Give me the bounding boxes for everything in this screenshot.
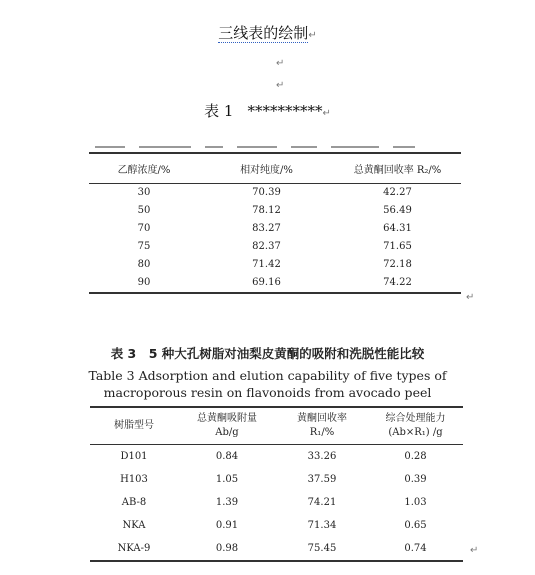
table3-cell: 1.05: [215, 474, 239, 485]
table3-cell: 0.98: [178, 537, 276, 561]
table3-cell: 33.26: [307, 451, 337, 462]
table1-cell: 90: [89, 274, 199, 293]
table3-title-en-line: Table 3 Adsorption and elution capability of five types of: [88, 368, 447, 383]
table1-cell: 56.49: [383, 205, 412, 216]
table-row: [89, 183, 461, 202]
table3-cell: 75.45: [276, 537, 368, 561]
table1-cell: 70.39: [252, 187, 281, 198]
page-heading: [0, 22, 535, 43]
header-line: R₁/%: [309, 427, 335, 438]
table1-cell: 50: [137, 205, 151, 216]
table3-cell: 1.03: [404, 497, 427, 508]
table3-cell: 71.34: [307, 520, 337, 531]
table1-title: [0, 100, 535, 121]
table1-cell: 70: [137, 223, 151, 234]
table3-cell: D101: [120, 451, 148, 462]
table-row: [90, 445, 463, 469]
table1-cell: 78.12: [252, 205, 281, 216]
table-row: [89, 220, 461, 238]
table1-header-cell: 乙醇浓度/%: [89, 153, 199, 183]
header-line: 总黄酮吸附量: [197, 413, 257, 424]
table3-cell: 37.59: [307, 474, 337, 485]
table1-cell: 75: [137, 241, 151, 252]
table1-header-cell: 相对纯度/%: [199, 153, 334, 183]
paragraph-mark-icon: ↵: [276, 58, 285, 69]
table1-cell: 74.22: [334, 274, 461, 293]
table-row: [90, 468, 463, 491]
table3-cell: 0.84: [215, 451, 239, 462]
table-row: [89, 202, 461, 220]
table-row: [90, 491, 463, 514]
table3-title-cn: 表 3 5 种大孔树脂对油梨皮黄酮的吸附和洗脱性能比较: [110, 346, 425, 361]
paragraph-mark-icon: ↵: [322, 108, 331, 119]
header-line: 综合处理能力: [385, 413, 446, 424]
table1-cell: 80: [137, 259, 151, 270]
table3-title-en: [0, 367, 535, 401]
header-line: Ab/g: [215, 427, 239, 438]
paragraph-mark-icon: ↵: [308, 30, 317, 41]
table3-cell: 74.21: [307, 497, 337, 508]
table3-cell: 0.91: [215, 520, 239, 531]
table3-cell: 1.39: [215, 497, 239, 508]
table3-header-row: [90, 407, 463, 445]
table1-header-row: [89, 153, 461, 183]
table1-title-text: **********: [247, 102, 323, 120]
table1-cell: 83.27: [252, 223, 281, 234]
table3-header-cell: [276, 407, 368, 445]
table1-cell: 69.16: [199, 274, 334, 293]
header-line: (Ab×R₁) /g: [388, 427, 443, 438]
table1-cell: 71.42: [252, 259, 281, 270]
table-row: [89, 274, 461, 293]
table3-cell: H103: [120, 474, 148, 485]
paragraph-mark-icon: ↵: [276, 80, 285, 91]
paragraph-mark-icon: ↵: [466, 292, 475, 303]
table3-cell: 0.39: [404, 474, 427, 485]
table-row: [90, 514, 463, 537]
table1-cell: 30: [137, 187, 151, 198]
table1-cell: 72.18: [383, 259, 412, 270]
table3-cell: AB-8: [121, 497, 147, 508]
table3-header-cell: [178, 407, 276, 445]
table1-header-cell: 总黄酮回收率 R₂/%: [334, 153, 461, 183]
header-line: 树脂型号: [114, 420, 154, 431]
table3-header-cell: [368, 407, 463, 445]
table3-cell: 0.28: [404, 451, 427, 462]
table-row: [90, 537, 463, 561]
table3-cell: 0.65: [404, 520, 427, 531]
heading-text: 三线表的绘制: [218, 24, 309, 42]
table1-cell: 42.27: [383, 187, 412, 198]
table3-cell: NKA-9: [90, 537, 178, 561]
table-row: [89, 256, 461, 274]
table1: [89, 152, 461, 294]
paragraph-mark-icon: ↵: [470, 545, 479, 556]
table-row: [89, 238, 461, 256]
table3-header-cell: [90, 407, 178, 445]
table1-cell: 71.65: [383, 241, 412, 252]
header-line: 黄酮回收率: [297, 413, 347, 424]
table3-cell: 0.74: [368, 537, 463, 561]
table1-title-number: 表 1: [204, 102, 234, 120]
table1-cell: 64.31: [383, 223, 412, 234]
table3-title-en-line: macroporous resin on flavonoids from avocado peel: [103, 385, 432, 400]
table3-cell: NKA: [122, 520, 146, 531]
table1-cell: 82.37: [252, 241, 281, 252]
table3: [90, 406, 463, 562]
